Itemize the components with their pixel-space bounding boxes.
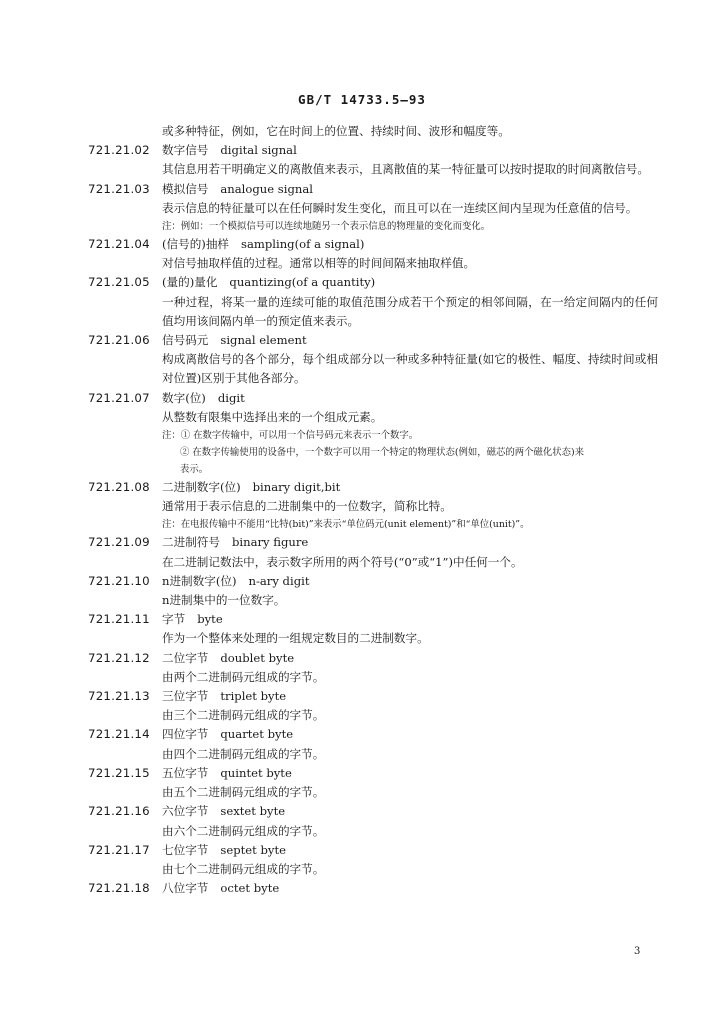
- entry-heading: [88, 841, 658, 860]
- entry-number: 721.21.08: [88, 480, 150, 495]
- entry-number: 721.21.11: [88, 612, 150, 627]
- entry-heading: [88, 331, 658, 350]
- term-english: quintet byte: [220, 765, 292, 780]
- entry-heading: [88, 180, 658, 199]
- entry-number: 721.21.13: [88, 689, 150, 704]
- term-entry: [88, 180, 658, 235]
- term-definition: n进制集中的一位数字。: [162, 593, 286, 608]
- term-definition: 在二进制记数法中，表示数字所用的两个符号(“0”或“1”)中任何一个。: [162, 554, 523, 569]
- term-entry: [88, 725, 658, 763]
- entry-number: 721.21.05: [88, 275, 150, 290]
- term-chinese: 信号码元: [162, 333, 209, 348]
- term-entry: [88, 764, 658, 802]
- term-entry: [88, 235, 658, 273]
- term-english: doublet byte: [220, 650, 295, 665]
- term-english: byte: [197, 612, 223, 627]
- entry-heading: [88, 572, 658, 591]
- term-definition: 作为一个整体来处理的一组规定数目的二进制数字。: [162, 631, 429, 646]
- term-definition: 由两个二进制码元组成的字节。: [162, 669, 325, 684]
- term-note: 注：① 在数字传输中，可以用一个信号码元来表示一个数字。: [162, 430, 419, 442]
- entry-heading: [88, 533, 658, 552]
- term-english: triplet byte: [220, 689, 287, 704]
- term-english: digital signal: [220, 143, 297, 158]
- term-english: sextet byte: [220, 804, 286, 819]
- term-note-second: ② 在数字传输使用的设备中，一个数字可以用一个特定的物理状态(例如，磁芯的两个磁化状态)来: [180, 447, 585, 459]
- term-chinese: (信号的)抽样: [162, 237, 230, 252]
- term-definition: 由三个二进制码元组成的字节。: [162, 708, 325, 723]
- term-definition: 构成离散信号的各个部分，每个组成部分以一种或多种特征量(如它的极性、幅度、持续时间或相对位置)区别于其他各部分。: [162, 352, 658, 386]
- term-definition: 通常用于表示信息的二进制集中的一位数字，简称比特。: [162, 499, 452, 514]
- entry-heading: [88, 610, 658, 629]
- term-entry: [88, 533, 658, 571]
- term-entry: [88, 273, 658, 331]
- term-note: 注：在电报传输中不能用“比特(bit)”来表示“单位码元(unit element)”和“单位(unit)”。: [162, 519, 530, 531]
- term-chinese: 六位字节: [162, 804, 209, 819]
- entry-heading: [88, 141, 658, 160]
- term-chinese: 七位字节: [162, 842, 209, 857]
- term-chinese: 模拟信号: [162, 181, 209, 196]
- term-chinese: 数字(位): [162, 390, 206, 405]
- entry-heading: [88, 725, 658, 744]
- entry-heading: [88, 273, 658, 292]
- term-english: quantizing(of a quantity): [229, 275, 376, 290]
- term-definition: 一种过程，将某一量的连续可能的取值范围分成若干个预定的相邻间隔，在一给定间隔内的任何值均用该间隔内单一的预定值来表示。: [162, 294, 658, 328]
- entry-number: 721.21.09: [88, 535, 150, 550]
- term-definition: 对信号抽取样值的过程。通常以相等的时间间隔来抽取样值。: [162, 256, 476, 271]
- entry-number: 721.21.04: [88, 237, 150, 252]
- entry-heading: [88, 879, 658, 898]
- entry-heading: [88, 235, 658, 254]
- term-english: n-ary digit: [248, 573, 310, 588]
- entry-number: 721.21.06: [88, 333, 150, 348]
- page-header: GB/T 14733.5—93: [298, 92, 426, 107]
- entry-heading: [88, 802, 658, 821]
- term-english: analogue signal: [220, 181, 313, 196]
- term-english: septet byte: [220, 842, 286, 857]
- entry-number: 721.21.16: [88, 804, 150, 819]
- entry-number: 721.21.18: [88, 881, 150, 896]
- term-chinese: 三位字节: [162, 689, 209, 704]
- term-english: binary digit,bit: [252, 480, 341, 495]
- term-entry: [88, 331, 658, 389]
- term-entry: [88, 610, 658, 648]
- entry-number: 721.21.03: [88, 181, 150, 196]
- term-chinese: (量的)量化: [162, 275, 218, 290]
- entry-number: 721.21.07: [88, 390, 150, 405]
- entry-heading: [88, 649, 658, 668]
- term-definition: 由六个二进制码元组成的字节。: [162, 823, 325, 838]
- term-chinese: 二位字节: [162, 650, 209, 665]
- entry-number: 721.21.14: [88, 727, 150, 742]
- term-english: signal element: [220, 333, 307, 348]
- entry-heading: [88, 389, 658, 408]
- entry-heading: [88, 687, 658, 706]
- term-entry: [88, 572, 658, 610]
- term-definition: 由四个二进制码元组成的字节。: [162, 746, 325, 761]
- term-chinese: n进制数字(位): [162, 573, 237, 588]
- entry-number: 721.21.15: [88, 765, 150, 780]
- entry-number: 721.21.10: [88, 573, 150, 588]
- term-chinese: 二进制符号: [162, 535, 220, 550]
- entry-number: 721.21.17: [88, 842, 150, 857]
- term-entry: [88, 687, 658, 725]
- term-english: binary figure: [231, 535, 309, 550]
- term-chinese: 四位字节: [162, 727, 209, 742]
- term-entry: [88, 141, 658, 179]
- term-entry: [88, 841, 658, 879]
- term-definition: 由七个二进制码元组成的字节。: [162, 861, 325, 876]
- term-chinese: 八位字节: [162, 881, 209, 896]
- entry-heading: [88, 764, 658, 783]
- term-note: 注：例如：一个模拟信号可以连续地随另一个表示信息的物理量的变化而变化。: [162, 221, 491, 233]
- term-chinese: 字节: [162, 612, 186, 627]
- entry-number: 721.21.02: [88, 143, 150, 158]
- term-entry: [88, 879, 658, 898]
- term-chinese: 数字信号: [162, 143, 209, 158]
- page-number: 3: [634, 946, 641, 957]
- term-chinese: 二进制数字(位): [162, 480, 241, 495]
- term-definition: 从整数有限集中选择出来的一个组成元素。: [162, 409, 383, 424]
- term-english: octet byte: [220, 881, 280, 896]
- term-english: quartet byte: [220, 727, 294, 742]
- term-entry: [88, 649, 658, 687]
- term-entry: [88, 802, 658, 840]
- term-english: sampling(of a signal): [241, 237, 365, 252]
- term-entry: [88, 389, 658, 478]
- entries-list: [88, 141, 658, 898]
- term-entry: [88, 478, 658, 533]
- lead-line: 或多种特征，例如，它在时间上的位置、持续时间、波形和幅度等。: [162, 124, 510, 138]
- term-definition: 其信息用若干明确定义的离散值来表示，且离散值的某一特征量可以按时提取的时间离散信号。: [162, 162, 649, 177]
- term-definition: 表示信息的特征量可以在任何瞬时发生变化，而且可以在一连续区间内呈现为任意值的信号。: [162, 200, 638, 215]
- term-chinese: 五位字节: [162, 765, 209, 780]
- entry-heading: [88, 478, 658, 497]
- document-body: [88, 122, 658, 898]
- term-definition: 由五个二进制码元组成的字节。: [162, 785, 325, 800]
- entry-number: 721.21.12: [88, 650, 150, 665]
- term-english: digit: [217, 390, 245, 405]
- term-note-second-continued: 表示。: [180, 464, 209, 476]
